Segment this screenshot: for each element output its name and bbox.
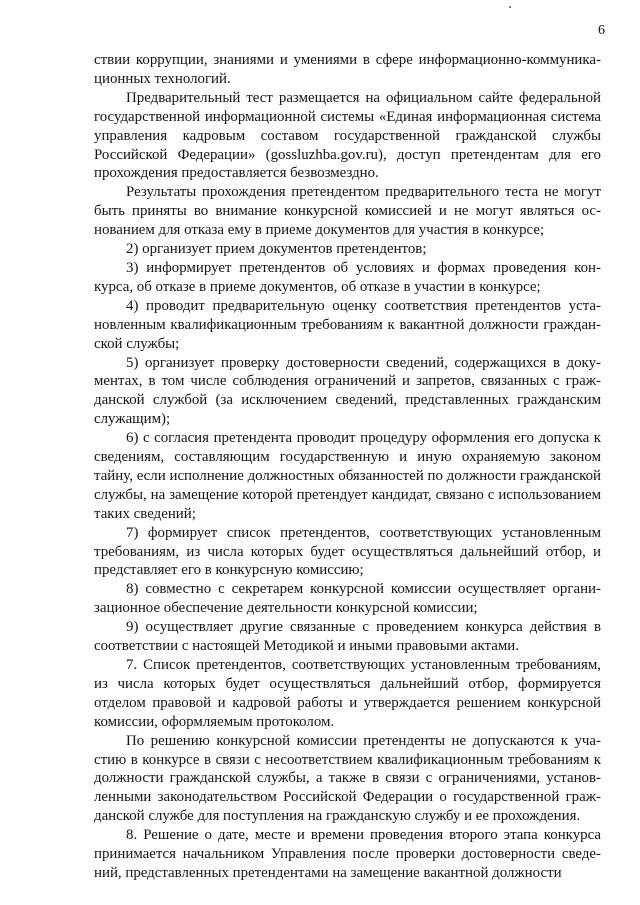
list-item-4: 4) проводит предварительную оценку соответствия претендентов установленным квалификационным требованиям к вакантной должности гражданской службы; bbox=[94, 297, 601, 352]
list-item-5: 5) организует проверку достоверности сведений, содержащихся в документах, в том числе соблюдения ограничений и запретов, связанных с гражданской службой (за исключением сведений, представленных гражданским служащим); bbox=[94, 354, 601, 428]
clause-7: 7. Список претендентов, соответствующих установленным требованиям, из числа которых будет осуществляться дальнейший отбор, формируется отделом правовой и кадровой работы и утверждается решением конкурсной комиссии, оформляемым протоколом. bbox=[94, 657, 601, 730]
document-body bbox=[94, 51, 601, 883]
paragraph-preliminary-test-results: Результаты прохождения претендентом предварительного теста не могут быть приняты во внимание конкурсной комиссией и не могут являться основанием для отказа ему в приеме документов для участия в конкурсе; bbox=[94, 184, 601, 239]
list-item-8: 8) совместно с секретарем конкурсной комиссии осуществляет организационное обеспечение деятельности конкурсной комиссии; bbox=[94, 581, 601, 617]
list-item-6: 6) с согласия претендента проводит процедуру оформления его допуска к сведениям, составляющим государственную и иную охраняемую законом тайну, если исполнение должностных обязанностей по должности гражданской службы, на замещение которой претендует кандидат, связано с использованием таких сведений; bbox=[94, 430, 601, 522]
list-item-3: 3) информирует претендентов об условиях и формах проведения конкурса, об отказе в приеме документов, об отказе в участии в конкурсе; bbox=[94, 259, 601, 295]
scan-artifact-dot bbox=[509, 6, 511, 8]
clause-8: 8. Решение о дате, месте и времени проведения второго этапа конкурса принимается начальником Управления после проверки достоверности сведений, представленных претендентами на замещение вакантной должности bbox=[94, 827, 601, 881]
list-item-7: 7) формирует список претендентов, соответствующих установленным требованиям, из числа которых будет осуществляться дальнейший отбор, и представляет его в конкурсную комиссию; bbox=[94, 524, 601, 579]
paragraph-preliminary-test-placement: Предварительный тест размещается на официальном сайте федеральной государственной информационной системы «Единая информационная система управления кадровым составом государственной гражданской службы Российской Федерации» (gossluzhba.gov.ru), доступ претендентам для его прохождения предоставляется безвозмездно. bbox=[94, 89, 601, 182]
paragraph-continuation: ствии коррупции, знаниями и умениями в сфере информационно-коммуникационных технологий. bbox=[94, 52, 601, 87]
paragraph-admission-refusal: По решению конкурсной комиссии претенденты не допускаются к участию в конкурсе в связи с несоответствием квалификационным требованиям к должности гражданской службы, а также в связи с ограничениями, установленными законодательством Российской Федерации о государственной гражданской службе для поступления на гражданскую службу и ее прохождения. bbox=[94, 732, 601, 825]
list-item-9: 9) осуществляет другие связанные с проведением конкурса действия в соответствии с настоящей Методикой и иными правовыми актами. bbox=[94, 619, 601, 655]
page-number: 6 bbox=[598, 23, 605, 38]
list-item-2: 2) организует прием документов претендентов; bbox=[126, 241, 427, 258]
